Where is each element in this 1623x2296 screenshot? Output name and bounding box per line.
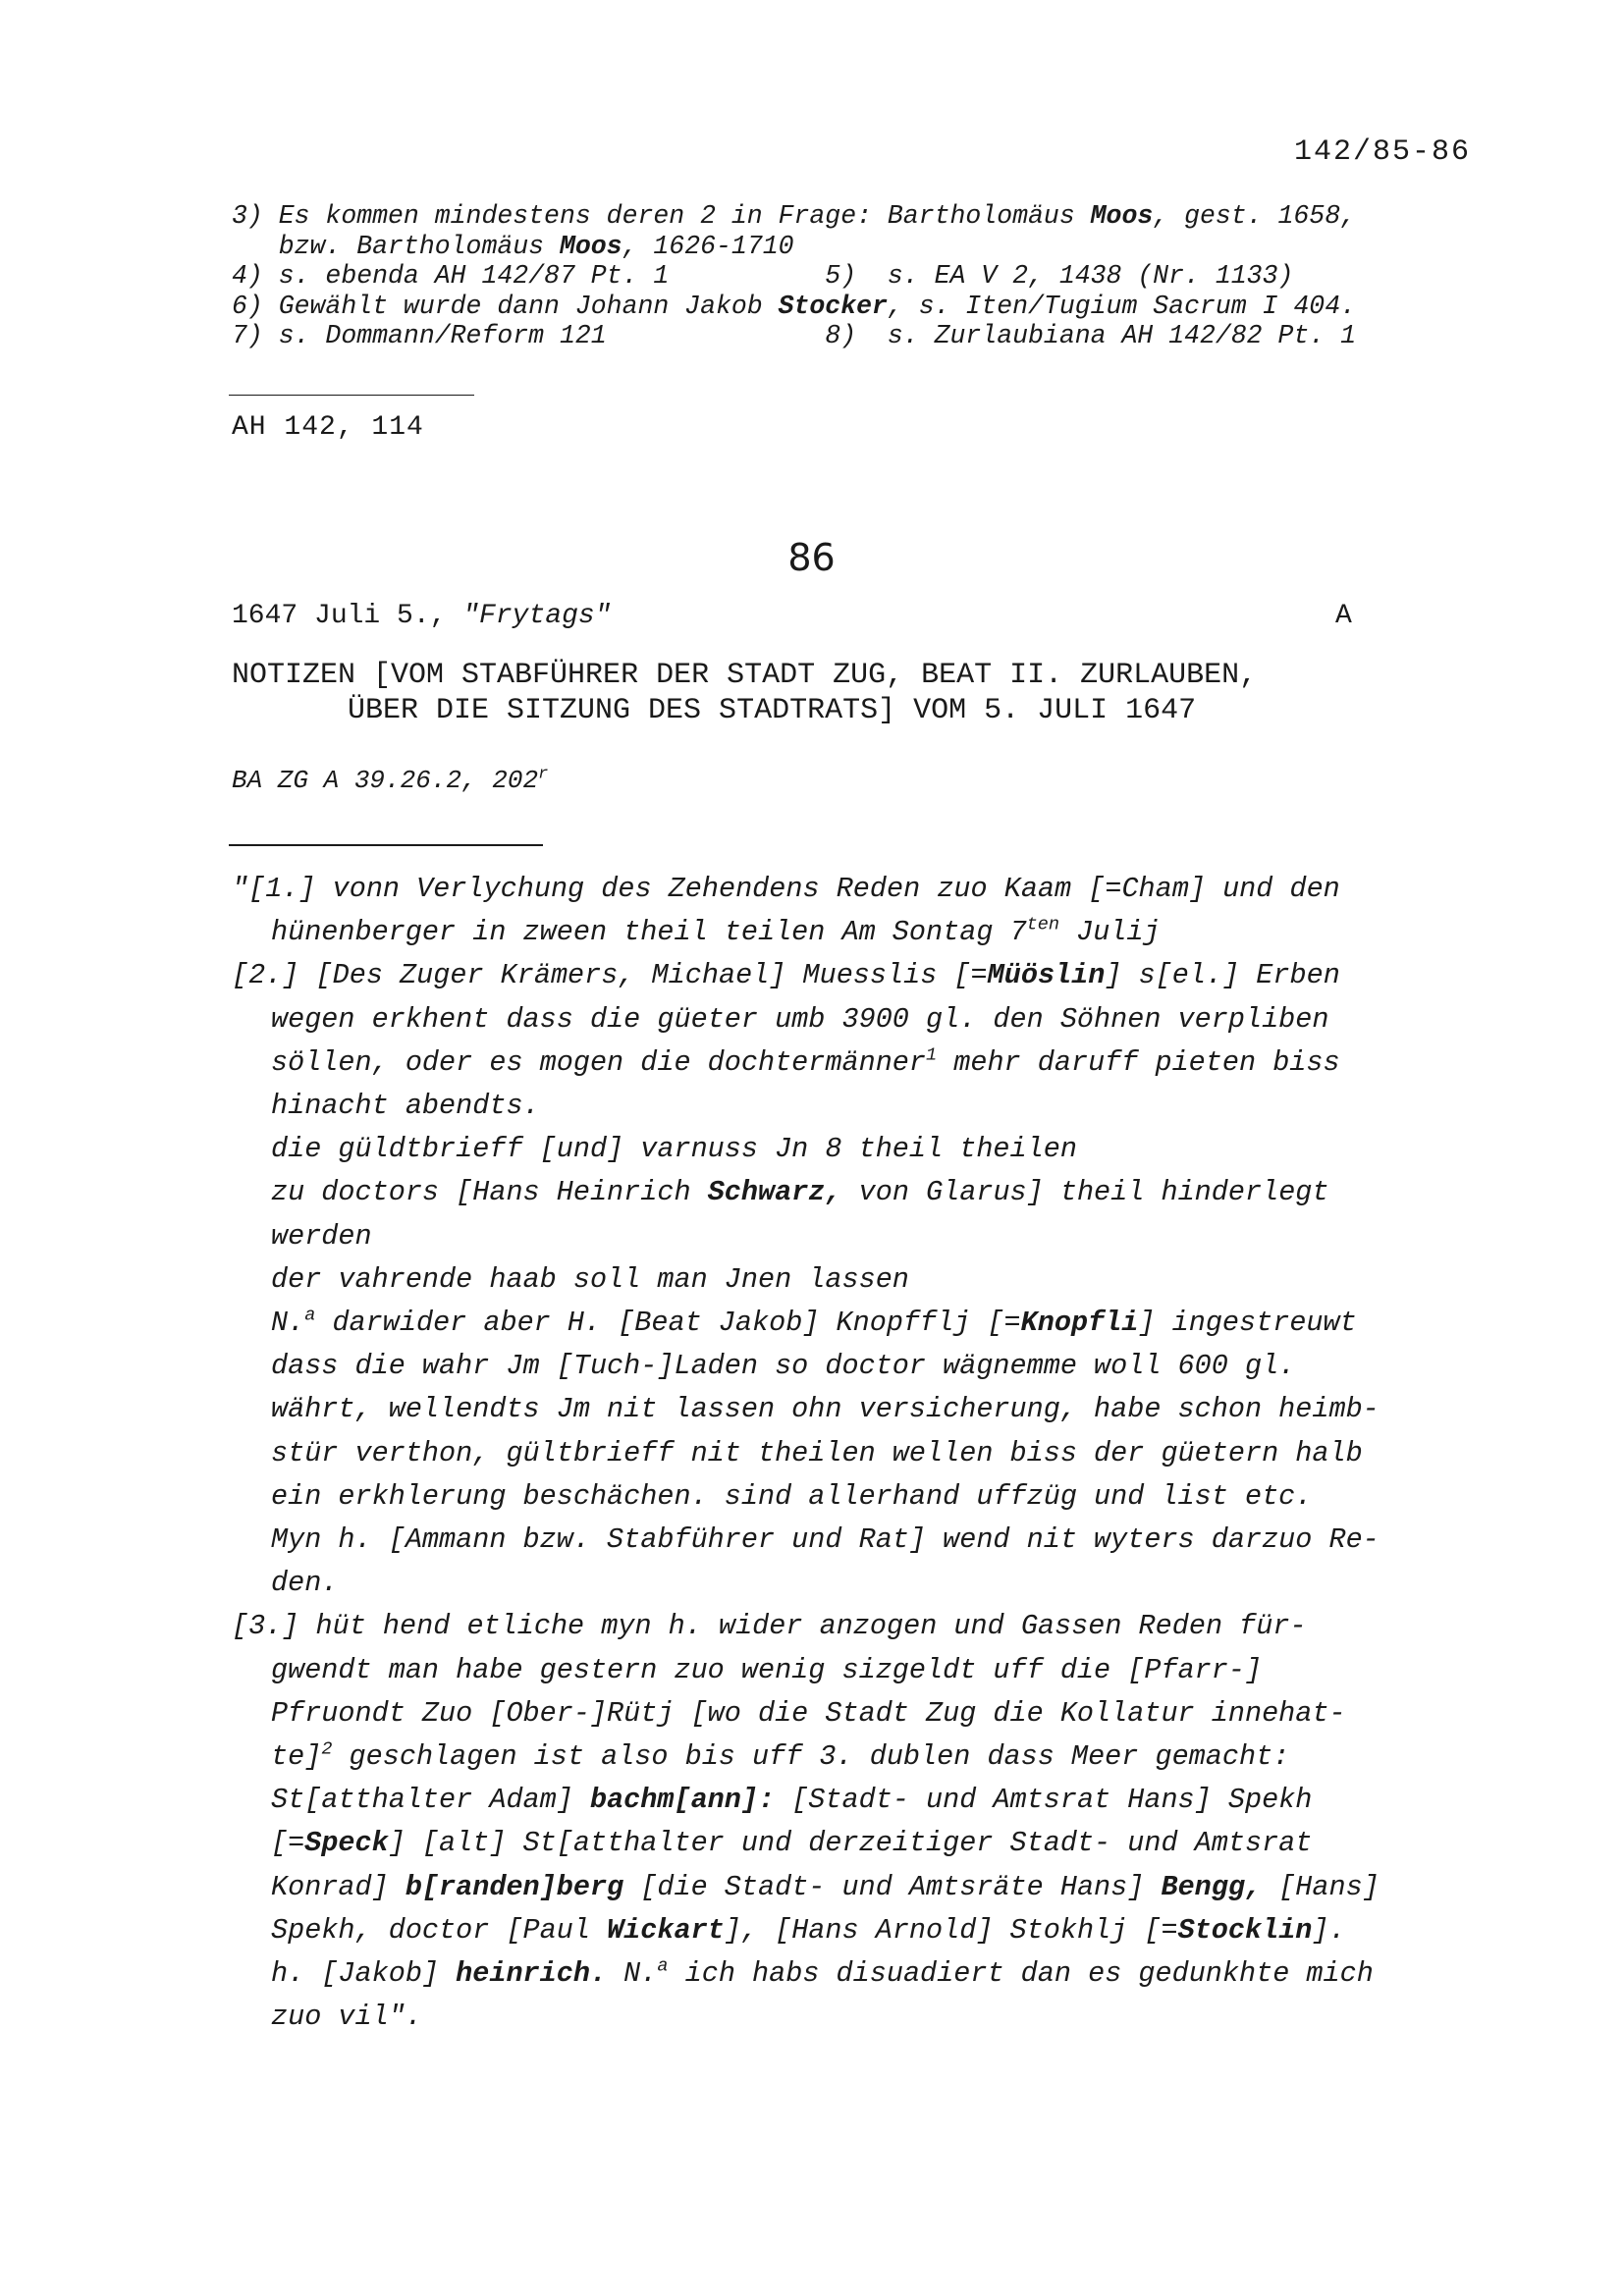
- footnote-line: [232, 321, 1449, 351]
- document-heading: [232, 658, 1469, 728]
- transcription-line: [232, 1388, 1498, 1431]
- transcription-line: [232, 1475, 1498, 1519]
- footnote-line: [232, 201, 1449, 232]
- transcription-line: [232, 1822, 1498, 1865]
- text-segment: N.: [607, 1957, 658, 1991]
- text-segment: söllen, oder es mogen die dochtermänner: [271, 1045, 927, 1079]
- transcription-paragraph: [232, 954, 1498, 1605]
- text-segment: 4) s. ebenda AH 142/87 Pt. 1 5) s. EA V 2, 1438 (Nr. 1133): [232, 261, 1294, 291]
- text-segment: Konrad]: [271, 1870, 406, 1903]
- text-segment: Spekh, doctor [Paul: [271, 1913, 608, 1947]
- transcription-line: [232, 1128, 1498, 1171]
- text-segment: [Hans]: [1262, 1870, 1380, 1903]
- text-segment: gwendt man habe gestern zuo wenig sizgeldt uff die [Pfarr-]: [271, 1653, 1263, 1686]
- text-segment: werden: [271, 1219, 372, 1253]
- text-segment: , s. Iten/Tugium Sacrum I 404.: [887, 291, 1356, 321]
- footnote-line: [232, 232, 1449, 262]
- text-segment: "[1.] vonn Verlychung des Zehendens Reden zuo Kaam [=Cham] und den: [232, 873, 1340, 905]
- bold-name: Speck: [304, 1827, 389, 1860]
- document-number: 86: [787, 536, 836, 579]
- heading-line-1: NOTIZEN [VOM STABFÜHRER DER STADT ZUG, BEAT II. ZURLAUBEN,: [232, 659, 1258, 692]
- text-segment: ].: [1312, 1913, 1346, 1947]
- transcription-line: [232, 868, 1498, 911]
- superscript: a: [304, 1305, 316, 1326]
- text-segment: dass die wahr Jm [Tuch-]Laden so doctor wägnemme woll 600 gl.: [271, 1350, 1296, 1383]
- bold-name: Knopfli: [1020, 1307, 1139, 1340]
- transcription-line: [232, 1735, 1498, 1779]
- transcription-line: [232, 1432, 1498, 1475]
- transcription-body: [232, 868, 1498, 2039]
- day-quote: "Frytags": [462, 601, 612, 631]
- text-segment: ], [Hans Arnold] Stokhlj [=: [724, 1913, 1178, 1947]
- transcription-line: [232, 1952, 1498, 1996]
- bold-name: Moos: [559, 231, 622, 261]
- text-segment: [3.] hüt hend etliche myn h. wider anzogen und Gassen Reden für-: [232, 1610, 1307, 1643]
- text-segment: zu doctors [Hans Heinrich: [271, 1176, 708, 1209]
- text-segment: 6) Gewählt wurde dann Johann Jakob: [232, 291, 779, 321]
- bold-name: Schwarz,: [707, 1176, 842, 1209]
- text-segment: ] [alt] St[atthalter und derzeitiger Stadt- und Amtsrat: [388, 1827, 1313, 1860]
- transcription-line: [232, 911, 1498, 954]
- form-marker: A: [1335, 601, 1352, 631]
- text-segment: mehr daruff pieten biss: [937, 1045, 1340, 1079]
- page-reference: 142/85-86: [1293, 135, 1471, 169]
- text-segment: bzw. Bartholomäus: [232, 231, 560, 261]
- text-segment: Myn h. [Ammann bzw. Stabführer und Rat] wend nit wyters darzuo Re-: [271, 1523, 1380, 1557]
- text-segment: die güldtbrieff [und] varnuss Jn 8 theil theilen: [271, 1133, 1077, 1166]
- superscript: 1: [926, 1044, 938, 1066]
- bold-name: Stocker: [778, 291, 888, 321]
- transcription-paragraph: [232, 1605, 1498, 2039]
- date-text: 1647 Juli 5.,: [232, 601, 463, 631]
- superscript: ten: [1026, 914, 1059, 935]
- transcription-line: [232, 1171, 1498, 1214]
- transcription-line: [232, 1041, 1498, 1085]
- text-segment: te]: [271, 1740, 322, 1774]
- transcription-line: [232, 1692, 1498, 1735]
- transcription-line: [232, 1562, 1498, 1605]
- transcription-line: [232, 1345, 1498, 1388]
- transcription-line: [232, 1258, 1498, 1302]
- footnote-divider: [229, 395, 474, 396]
- text-segment: St[atthalter Adam]: [271, 1784, 590, 1817]
- heading-line-2: ÜBER DIE SITZUNG DES STADTRATS] VOM 5. JULI 1647: [348, 694, 1197, 727]
- transcription-line: [232, 1302, 1498, 1345]
- text-segment: der vahrende haab soll man Jnen lassen: [271, 1262, 909, 1296]
- transcription-paragraph: [232, 868, 1498, 954]
- archive-reference: [232, 766, 548, 795]
- text-segment: [Stadt- und Amtsrat Hans] Spekh: [775, 1784, 1313, 1817]
- bold-name: bachm[ann]:: [589, 1784, 776, 1817]
- text-segment: den.: [271, 1567, 339, 1600]
- text-segment: von Glarus] theil hinderlegt: [841, 1176, 1329, 1209]
- archive-divider: [229, 844, 543, 846]
- text-segment: geschlagen ist also bis uff 3. dublen dass Meer gemacht:: [332, 1740, 1290, 1774]
- superscript: 2: [321, 1738, 333, 1760]
- previous-source-reference: AH 142, 114: [232, 412, 424, 443]
- text-segment: ein erkhlerung beschächen. sind allerhand uffzüg und list etc.: [271, 1479, 1313, 1513]
- text-segment: hünenberger in zween theil teilen Am Sontag 7: [271, 916, 1027, 949]
- text-segment: h. [Jakob]: [271, 1957, 457, 1991]
- text-segment: ich habs disuadiert dan es gedunkhte mich: [668, 1957, 1374, 1991]
- bold-name: Stocklin: [1177, 1913, 1313, 1947]
- text-segment: ] ingestreuwt: [1138, 1307, 1357, 1340]
- text-segment: 3) Es kommen mindestens deren 2 in Frage: Bartholomäus: [232, 201, 1091, 231]
- text-segment: , 1626-1710: [622, 231, 794, 261]
- footnote-line: [232, 261, 1449, 292]
- text-segment: darwider aber H. [Beat Jakob] Knopfflj [=: [315, 1307, 1021, 1340]
- footnote-line: [232, 292, 1449, 322]
- text-segment: N.: [271, 1307, 305, 1340]
- text-segment: Pfruondt Zuo [Ober-]Rütj [wo die Stadt Zug die Kollatur innehat-: [271, 1696, 1346, 1730]
- transcription-line: [232, 1085, 1498, 1128]
- archive-reference-text: BA ZG A 39.26.2, 202: [232, 766, 539, 795]
- transcription-line: [232, 1866, 1498, 1909]
- text-segment: , gest. 1658,: [1153, 201, 1357, 231]
- text-segment: [die Stadt- und Amtsräte Hans]: [623, 1870, 1162, 1903]
- bold-name: heinrich.: [456, 1957, 608, 1991]
- bold-name: Wickart: [607, 1913, 725, 1947]
- transcription-line: [232, 954, 1498, 997]
- bold-name: Müöslin: [987, 959, 1106, 992]
- text-segment: wegen erkhent dass die güeter umb 3900 gl. den Söhnen verpliben: [271, 1002, 1329, 1036]
- text-segment: 7) s. Dommann/Reform 121 8) s. Zurlaubiana AH 142/82 Pt. 1: [232, 321, 1356, 350]
- transcription-line: [232, 1649, 1498, 1692]
- bold-name: b[randen]berg: [405, 1870, 624, 1903]
- transcription-line: [232, 998, 1498, 1041]
- text-segment: währt, wellendts Jm nit lassen ohn versicherung, habe schon heimb-: [271, 1393, 1380, 1426]
- superscript: a: [657, 1955, 669, 1977]
- bold-name: Moos: [1090, 201, 1154, 231]
- transcription-line: [232, 1909, 1498, 1952]
- transcription-line: [232, 1996, 1498, 2039]
- footnotes-block: [232, 201, 1449, 351]
- text-segment: hinacht abendts.: [271, 1090, 540, 1123]
- text-segment: stür verthon, gültbrieff nit theilen wellen biss der güetern halb: [271, 1436, 1363, 1469]
- transcription-line: [232, 1215, 1498, 1258]
- text-segment: [=: [271, 1827, 305, 1860]
- date-line: [232, 601, 611, 631]
- text-segment: Julij: [1058, 916, 1161, 949]
- archive-reference-sup: r: [538, 765, 549, 784]
- transcription-line: [232, 1519, 1498, 1562]
- bold-name: Bengg,: [1161, 1870, 1263, 1903]
- transcription-line: [232, 1779, 1498, 1822]
- transcription-line: [232, 1605, 1498, 1648]
- text-segment: [2.] [Des Zuger Krämers, Michael] Muesslis [=: [232, 959, 988, 992]
- text-segment: ] s[el.] Erben: [1105, 959, 1340, 992]
- text-segment: zuo vil".: [271, 2001, 422, 2034]
